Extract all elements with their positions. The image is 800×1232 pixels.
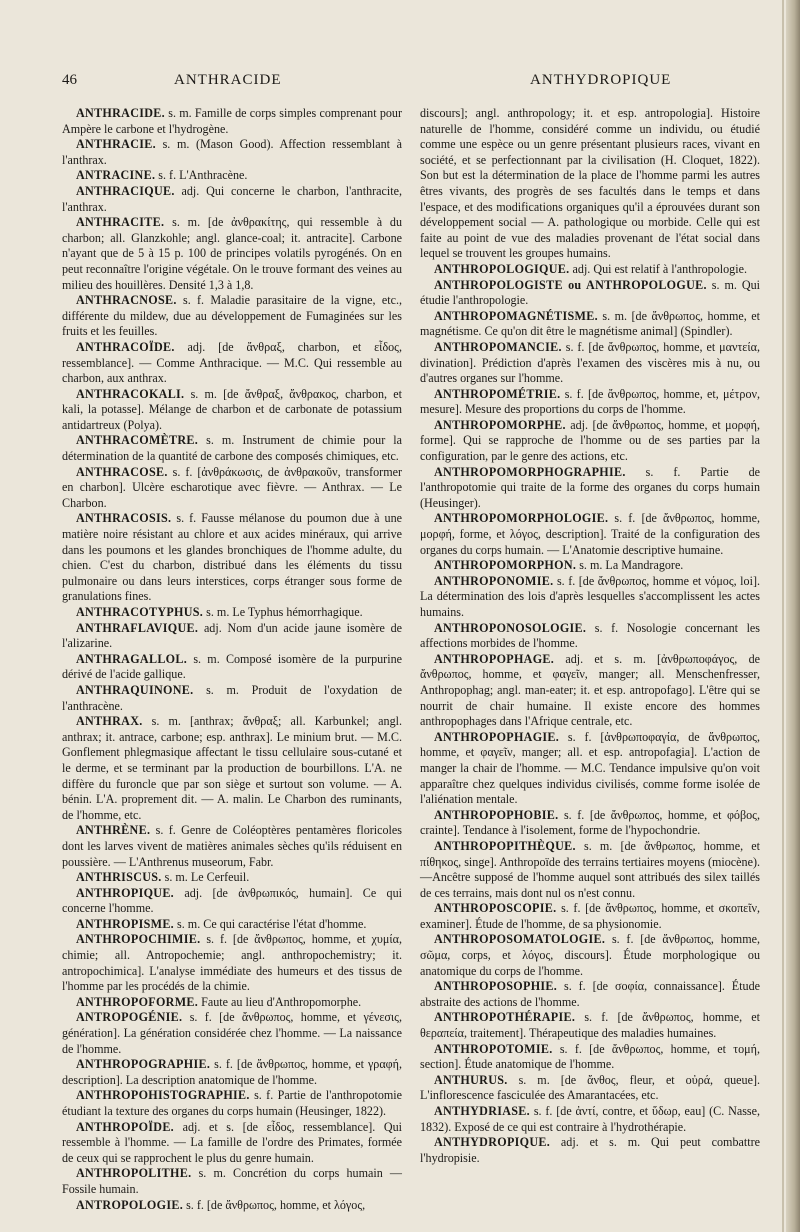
entry-headword: ANTHRISCUS.	[76, 870, 162, 885]
entry-headword: ANTHURUS.	[434, 1072, 508, 1087]
dictionary-entry	[420, 621, 760, 652]
entry-headword: ANTHROPOLOGISTE ou ANTHROPOLOGUE.	[434, 277, 707, 292]
entry-definition: s. f. [de ἄνθρωπος, homme, et φόβος, crainte]. Tendance à l'isolement, forme de l'hypochondrie.	[420, 807, 760, 838]
dictionary-entry	[420, 309, 760, 340]
entry-definition: s. m. Qui étudie l'anthropologie.	[420, 277, 761, 308]
entry-definition: adj. Qui est relatif à l'anthropologie.	[569, 261, 747, 276]
right-column	[420, 106, 760, 1166]
dictionary-entry	[62, 1010, 402, 1057]
dictionary-entry	[62, 652, 402, 683]
entry-definition: s. m. [de ἄνθραξ, ἄνθρακος, charbon, et kali, la potasse]. Mélange de charbon et de carbonate de potassium antidartreux (Polya).	[62, 386, 402, 432]
dictionary-entry	[62, 605, 402, 621]
entry-definition: s. m. Concrétion du corps humain — Fossile humain.	[62, 1166, 402, 1196]
entry-definition: adj. Qui concerne le charbon, l'anthracite, l'anthrax.	[62, 183, 402, 214]
entry-definition: s. f. [de ἄνθρωπος, homme, et, μέτρον, mesure]. Mesure des proportions du corps de l'homme.	[420, 386, 760, 417]
entry-definition: s. m. La Mandragore.	[576, 558, 684, 573]
entry-headword: ANTHROPOMORPHON.	[434, 558, 577, 573]
entry-definition: s. m. [de ἄνθος, fleur, et οὐρά, queue]. L'inflorescence fasciculée des Amarantacées, etc.	[420, 1072, 760, 1103]
entry-headword: ANTHRACOÏDE.	[76, 339, 175, 354]
dictionary-entry	[420, 1042, 760, 1073]
entry-headword: ANTHRACOKALI.	[76, 386, 185, 401]
entry-definition: adj. [de ἄνθρωπος, homme, et μορφή, forme]. Qui se rapproche de l'homme ou de ses parties par la configuration, par le genre des actions, etc.	[420, 417, 760, 464]
entry-headword: ANTHROPONOSOLOGIE.	[434, 620, 587, 635]
entry-headword: ANTHRACOMÈTRE.	[76, 433, 199, 448]
dictionary-entry	[62, 293, 402, 340]
dictionary-entry	[420, 340, 760, 387]
dictionary-entry	[420, 558, 760, 574]
dictionary-entry	[420, 839, 760, 901]
page-edge-line	[782, 0, 784, 1232]
entry-definition: s. m. Composé isomère de la purpurine dérivé de l'acide gallique.	[62, 651, 402, 682]
dictionary-entry	[62, 932, 402, 994]
dictionary-entry	[62, 215, 402, 293]
entry-headword: ANTROPOGÉNIE.	[76, 1010, 183, 1025]
left-running-head: ANTHRACIDE	[174, 72, 282, 88]
dictionary-entry	[420, 1135, 760, 1166]
entry-definition: adj. [de ἀνθρωπικός, humain]. Ce qui concerne l'homme.	[62, 885, 402, 916]
dictionary-entry	[62, 917, 402, 933]
entry-headword: ANTHRACIDE.	[76, 106, 165, 120]
entry-definition: s. f. Nosologie concernant les affections morbides de l'homme.	[420, 620, 760, 651]
entry-headword: ANTHRAGALLOL.	[76, 651, 188, 666]
entry-headword: ANTHRACOSE.	[76, 464, 168, 479]
dictionary-entry	[420, 511, 760, 558]
dictionary-entry	[420, 1010, 760, 1041]
entry-definition: s. f. [de ἄνθρωπος, homme et νόμος, loi]. La détermination des lois d'après lesquelles s'accomplissent les actes humains.	[420, 573, 760, 619]
entry-headword: ANTHRACIE.	[76, 137, 156, 152]
entry-headword: ANTHYDRIASE.	[434, 1104, 530, 1118]
entry-definition: s. m. Le Cerfeuil.	[161, 870, 250, 885]
entry-headword: ANTHROPOMORPHOLOGIE.	[434, 511, 609, 526]
dictionary-entry	[420, 262, 760, 278]
dictionary-entry	[62, 106, 402, 137]
entry-definition: s. f. Partie de l'anthropotomie qui traite de la forme des organes du corps humain (Heusinger).	[420, 464, 760, 510]
entry-definition: s. m. Le Typhus hémorrhagique.	[203, 605, 363, 619]
entry-definition: s. f. [ἀνθράκωσις, de ἀνθρακοῦν, transformer en charbon]. Ulcère escharotique avec fièvre. — Anthrax. — Le Charbon.	[62, 464, 402, 510]
dictionary-entry	[420, 932, 760, 979]
dictionary-entry	[62, 870, 402, 886]
dictionary-entry	[62, 387, 402, 434]
entry-definition: adj. Nom d'un acide jaune isomère de l'alizarine.	[62, 620, 402, 651]
entry-definition: s. f. [de ἄνθρωπος, homme, μορφή, forme, et λόγος, description]. Traité de la configuration des organes du corps humain. — L'Anatomie descriptive humaine.	[420, 511, 760, 557]
entry-headword: ANTHRACIQUE.	[76, 183, 175, 198]
entry-headword: ANTHROPOGRAPHIE.	[76, 1057, 211, 1072]
dictionary-entry	[62, 340, 402, 387]
entry-headword: ANTHROPOHISTOGRAPHIE.	[76, 1088, 250, 1103]
dictionary-entry	[62, 433, 402, 464]
page-number: 46	[62, 72, 77, 88]
dictionary-entry	[62, 714, 402, 823]
entry-definition: adj. et s. [de εἶδος, ressemblance]. Qui ressemble à l'homme. — La famille de l'ordre des Primates, formée de ceux qui se rapprochent le plus du genre humain.	[62, 1119, 402, 1165]
entry-definition: s. f. [de ἀντί, contre, et ὕδωρ, eau] (C. Nasse, 1832). Exposé de ce qui est contraire à l'hydrothérapie.	[420, 1104, 760, 1134]
entry-headword: ANTHROPOSCOPIE.	[434, 901, 557, 916]
dictionary-entry	[62, 137, 402, 168]
dictionary-entry	[62, 1166, 402, 1197]
entry-definition: Faute au lieu d'Anthropomorphe.	[198, 994, 362, 1009]
dictionary-entry	[62, 621, 402, 652]
dictionary-entry	[62, 823, 402, 870]
entry-definition: s. f. Fausse mélanose du poumon due à une matière noire résistant au chlore et aux acides minéraux, qui arrive dans les poumons et les glandes bronchiques de l'homme adulte, du chien. C'est du charbon, distribué dans les éléments du tissu pulmonaire ou dans leurs interstices, corps étranger sous forme de granulations fines.	[62, 511, 402, 604]
dictionary-entry	[420, 418, 760, 465]
entry-headword: ANTHRACOSIS.	[76, 511, 172, 526]
entry-headword: ANTHRAX.	[76, 714, 143, 729]
entry-headword: ANTHROPOLOGIQUE.	[434, 261, 570, 276]
entry-headword: ANTHROPOTOMIE.	[434, 1041, 553, 1056]
entry-definition: s. f. [de ἄνθρωπος, homme, et τομή, section]. Étude anatomique de l'homme.	[420, 1041, 760, 1072]
dictionary-entry	[420, 901, 760, 932]
dictionary-entry	[420, 1073, 760, 1104]
entry-headword: ANTHROPOMAGNÉTISME.	[434, 308, 598, 323]
entry-definition: s. m. Instrument de chimie pour la détermination de la quantité de carbone des composés chimiques, etc.	[62, 433, 402, 464]
entry-definition: s. f. [de ἄνθρωπος, homme, et λόγος,	[183, 1197, 366, 1212]
entry-headword: ANTHROPOFORME.	[76, 994, 199, 1009]
dictionary-entry	[420, 574, 760, 621]
entry-headword: ANTHRÈNE.	[76, 823, 151, 838]
entry-definition: s. f. L'Anthracène.	[155, 168, 248, 183]
entry-definition: s. f. [de ἄνθρωπος, homme, σῶμα, corps, et λόγος, discours]. Étude morphologique ou anatomique du corps de l'homme.	[420, 932, 760, 978]
entry-headword: ANTHROPOSOMATOLOGIE.	[434, 932, 606, 947]
entry-definition: s. m. Produit de l'oxydation de l'anthracène.	[62, 682, 402, 713]
entry-headword: ANTHYDROPIQUE.	[434, 1135, 551, 1150]
entry-headword: ANTHROPOMANCIE.	[434, 339, 562, 354]
entry-headword: ANTHROPOPHAGE.	[434, 651, 555, 666]
entry-headword: ANTHROPIQUE.	[76, 885, 175, 900]
entry-headword: ANTHROPOÏDE.	[76, 1119, 175, 1134]
entry-headword: ANTHROPONOMIE.	[434, 573, 554, 588]
dictionary-entry	[62, 1198, 402, 1214]
dictionary-entry	[420, 730, 760, 808]
entry-definition: s. m. [de ἄνθρωπος, homme, et magnétisme. Ce qu'on dit être le magnétisme animal] (Spindler).	[420, 308, 760, 339]
entry-definition: s. f. Maladie parasitaire de la vigne, etc., différente du mildew, due au développement de Fumaginées sur les fruits et les feuilles.	[62, 293, 402, 339]
entry-definition: s. f. [de σοφία, connaissance]. Étude abstraite des actions de l'homme.	[420, 979, 760, 1009]
entry-headword: ANTRACINE.	[76, 168, 156, 183]
entry-headword: ANTROPOLOGIE.	[76, 1197, 184, 1212]
entry-headword: ANTHRACOTYPHUS.	[76, 605, 204, 619]
entry-definition: s. f. [de ἄνθρωπος, homme, et σκοπεῖν, examiner]. Étude de l'homme, de sa physionomie.	[420, 901, 760, 931]
entry-headword: ANTHRAFLAVIQUE.	[76, 620, 199, 635]
entry-headword: ANTHROPOMÉTRIE.	[434, 386, 561, 401]
entry-definition: discours]; angl. anthropology; it. et esp. antropologia]. Histoire naturelle de l'homme, considéré comme un individu, ou étudié comme une espèce ou un genre présentant plusieurs races, vivant en société, et se perfectionnant par la civilisation (H. Cloquet, 1822). Son but est la détermination de la place de l'homme parmi les autres êtres vivants, des progrès de ses facultés dans le temps et dans l'espace, et des modifications organiques qu'il a éprouvées durant son développement social — A. pathologique ou morbide. Celle qui est faite au point de vue des maladies provenant de l'état social dans lequel se trouvent les groupes humains.	[420, 106, 760, 261]
left-column	[62, 106, 402, 1213]
entry-headword: ANTHROPOPHAGIE.	[434, 729, 560, 744]
dictionary-entry	[420, 387, 760, 418]
entry-definition: s. f. [de ἄνθρωπος, homme, et μαντεία, divination]. Prédiction d'après l'examen des viscères mis à nu, ou d'autres organes sur l'homme.	[420, 339, 760, 386]
dictionary-entry	[420, 106, 760, 262]
entry-headword: ANTHROPOCHIMIE.	[76, 932, 201, 947]
entry-definition: adj. et s. m. [ἀνθρωποφάγος, de ἄνθρωπος, homme, et φαγεῖν, manger; all. Menschenfresser, Anthropophag; angl. man-eater; it. et esp. antropofago]. L'être qui se nourrit de chair humaine. Il existe encore des hommes anthropophages dans l'Afrique centrale, etc.	[420, 651, 760, 729]
entry-definition: adj. et s. m. Qui peut combattre l'hydropisie.	[420, 1135, 760, 1165]
entry-headword: ANTHROPOMORPHOGRAPHIE.	[434, 464, 626, 479]
dictionary-entry	[420, 1104, 760, 1135]
dictionary-entry	[62, 184, 402, 215]
entry-definition: s. m. [anthrax; ἄνθραξ; all. Karbunkel; angl. anthrax; it. antrace, carbone; esp. anthrax]. Le minium brut. — M.C. Gonflement phlegmasique affectant le tissu cellulaire sous-cutané et le derme, et se terminant par la production de bourbillons. L'A. ne diffère du furoncle que par son siège et surtout son volume. — A. bénin. L'A. proprement dit. — A. malin. Le Charbon des ruminants, de l'homme, etc.	[62, 714, 402, 822]
entry-definition: s. m. [de ἄνθρωπος, homme, et πίθηκος, singe]. Anthropoïde des terrains tertiaires moyens (miocène). —Ancêtre supposé de l'homme auquel sont attribués des silex taillés de ces terrains, mais dont nul os n'est connu.	[420, 838, 760, 900]
entry-headword: ANTHROPISME.	[76, 916, 175, 931]
entry-headword: ANTHROPOLITHE.	[76, 1166, 192, 1181]
dictionary-entry	[62, 465, 402, 512]
entry-definition: s. f. [de ἄνθρωπος, homme, et χυμία, chimie; all. Antropochemie; angl. anthropochemistry; it. antropochimica]. L'analyse immédiate des humeurs et des tissus de l'homme par les procédés de la chimie.	[62, 932, 402, 994]
dictionary-entry	[420, 808, 760, 839]
dictionary-entry	[62, 1057, 402, 1088]
entry-definition: s. f. [de ἄνθρωπος, homme, et γραφή, description]. La description anatomique de l'homme.	[62, 1057, 402, 1087]
entry-headword: ANTHROPOTHÉRAPIE.	[434, 1010, 576, 1025]
entry-headword: ANTHRAQUINONE.	[76, 682, 194, 697]
entry-definition: adj. [de ἄνθραξ, charbon, et εἶδος, ressemblance]. — Comme Anthracique. — M.C. Qui ressemble au charbon, aux anthrax.	[62, 339, 402, 386]
entry-definition: s. f. [de ἄνθρωπος, homme, et γένεσις, génération]. La génération considérée chez l'homme. — La naissance de l'homme.	[62, 1010, 402, 1056]
entry-headword: ANTHRACITE.	[76, 215, 165, 230]
dictionary-entry	[62, 1120, 402, 1167]
entry-headword: ANTHROPOSOPHIE.	[434, 979, 558, 994]
entry-definition: s. f. Partie de l'anthropotomie étudiant la texture des organes du corps humain (Heusinger, 1822).	[62, 1088, 402, 1118]
dictionary-entry	[62, 886, 402, 917]
dictionary-entry	[420, 278, 760, 309]
entry-definition: s. m. [de ἀνθρακίτης, qui ressemble à du charbon; all. Glanzkohle; angl. glance-coal; it. antracite]. Carbone n'ayant que de 5 à 15 p. 100 de principes volatils pyrogénés. On en peut reconnaître l'origine végétale. On le trouve formant des veines au milieu des houillères. Densité 1,3 à 1,8.	[62, 215, 402, 292]
dictionary-entry	[62, 168, 402, 184]
dictionary-entry	[420, 979, 760, 1010]
entry-definition: s. f. [de ἄνθρωπος, homme, et θεραπεία, traitement]. Thérapeutique des maladies humaines.	[420, 1010, 760, 1041]
dictionary-entry	[420, 465, 760, 512]
dictionary-entry	[420, 652, 760, 730]
dictionary-entry	[62, 683, 402, 714]
dictionary-entry	[62, 1088, 402, 1119]
right-running-head: ANTHYDROPIQUE	[530, 72, 672, 88]
entry-headword: ANTHROPOMORPHE.	[434, 417, 566, 432]
running-header	[62, 72, 784, 94]
entry-definition: s. m. Famille de corps simples comprenant pour Ampère le carbone et l'hydrogène.	[62, 106, 402, 136]
entry-definition: s. m. (Mason Good). Affection ressemblant à l'anthrax.	[62, 137, 402, 167]
page-edge-shadow	[786, 0, 800, 1232]
dictionary-entry	[62, 511, 402, 605]
entry-headword: ANTHRACNOSE.	[76, 293, 177, 308]
dictionary-entry	[62, 995, 402, 1011]
entry-definition: s. f. [ἀνθρωποφαγία, de ἄνθρωπος, homme, et φαγεῖν, manger; all. et esp. antropofagia]. L'action de manger la chair de l'homme. — M.C. Tendance impulsive qu'on voit apparaître chez quelques individus civilisés, comme forme isolée de l'aliénation mentale.	[420, 729, 760, 807]
entry-definition: s. m. Ce qui caractérise l'état d'homme.	[174, 916, 367, 931]
entry-headword: ANTHROPOPHOBIE.	[434, 807, 559, 822]
entry-headword: ANTHROPOPITHÈQUE.	[434, 838, 576, 853]
entry-definition: s. f. Genre de Coléoptères pentamères floricoles dont les larves vivent de matières animales sèches qu'ils réduisent en poussière. — L'Anthrenus museorum, Fabr.	[62, 823, 402, 869]
